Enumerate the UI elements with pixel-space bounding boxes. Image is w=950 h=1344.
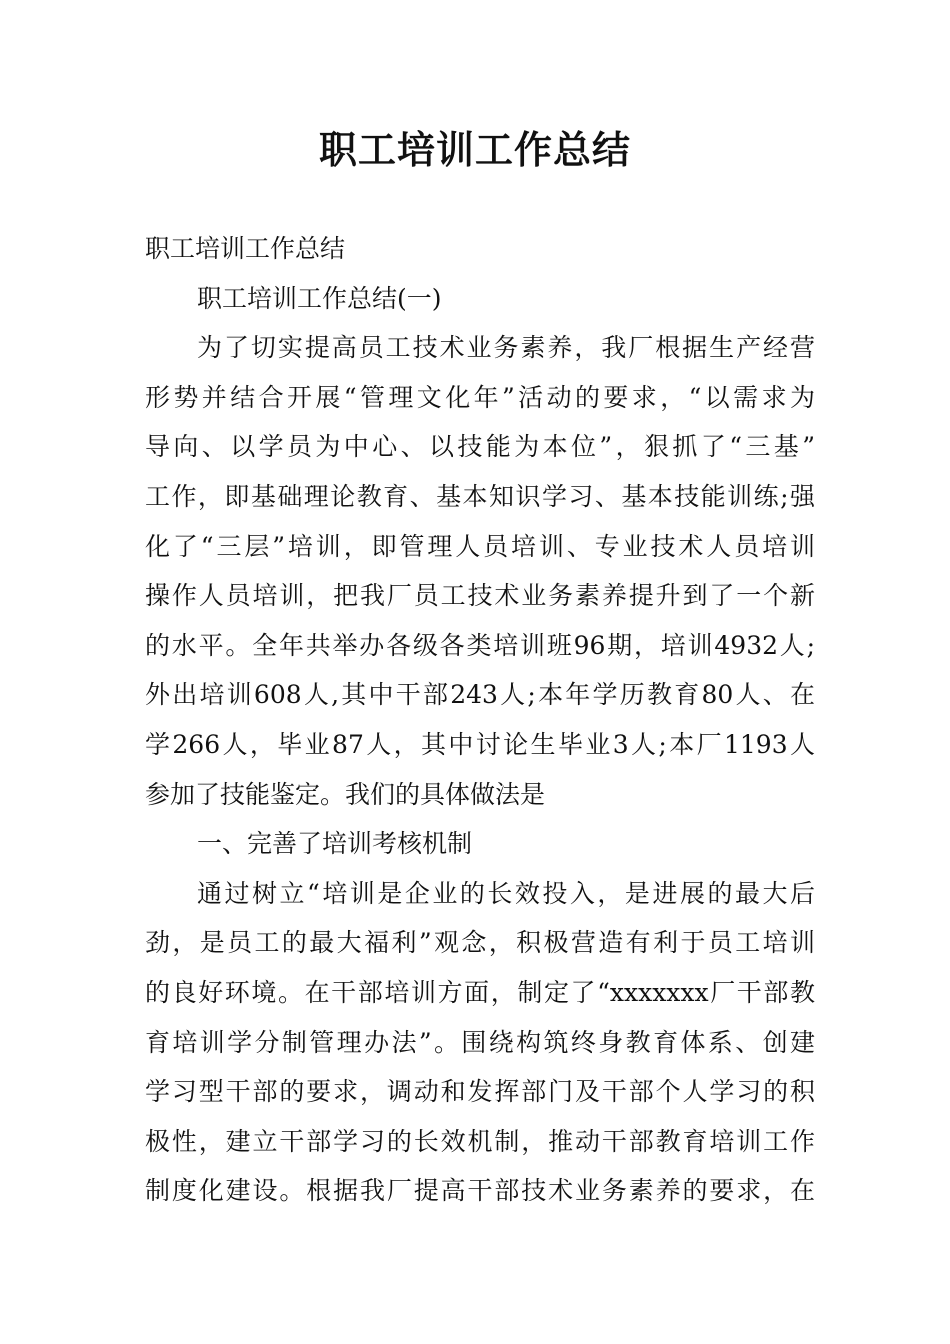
paragraph-line: 通过树立“培训是企业的长效投入，是进展的最大后 xyxy=(197,878,815,908)
paragraph-line: 劲，是员工的最大福利”观念，积极营造有利于员工培训 xyxy=(145,928,815,958)
document-title: 职工培训工作总结 xyxy=(318,128,631,172)
paragraph-line: 的水平。全年共举办各级各类培训班96期，培训4932人; xyxy=(145,630,815,660)
document-body xyxy=(145,224,815,1216)
paragraph-line: 学266人，毕业87人，其中讨论生毕业3人;本厂1193人 xyxy=(145,729,815,759)
paragraph-line: 导向、以学员为中心、以技能为本位”，狠抓了“三基” xyxy=(145,432,815,462)
paragraph-line: 形势并结合开展“管理文化年”活动的要求，“以需求为 xyxy=(145,382,815,412)
paragraph-line: 工作，即基础理论教育、基本知识学习、基本技能训练;强 xyxy=(145,481,815,511)
paragraph-line: 操作人员培训，把我厂员工技术业务素养提升到了一个新 xyxy=(145,581,815,611)
paragraph-2 xyxy=(145,869,815,1216)
paragraph-line: 为了切实提高员工技术业务素养，我厂根据生产经营 xyxy=(197,333,815,363)
section-title: 职工培训工作总结(一) xyxy=(197,283,442,313)
paragraph-line: 的良好环境。在干部培训方面，制定了“xxxxxxx厂干部教 xyxy=(145,977,815,1007)
paragraph-1 xyxy=(145,323,815,819)
paragraph-line: 外出培训608人,其中干部243人;本年学历教育80人、在 xyxy=(145,680,815,710)
paragraph-line: 育培训学分制管理办法”。围绕构筑终身教育体系、创建 xyxy=(145,1027,815,1057)
paragraph-line: 学习型干部的要求，调动和发挥部门及干部个人学习的积 xyxy=(145,1077,815,1107)
paragraph-line: 化了“三层”培训，即管理人员培训、专业技术人员培训 xyxy=(145,531,815,561)
paragraph-line: 制度化建设。根据我厂提高干部技术业务素养的要求，在 xyxy=(145,1176,815,1206)
paragraph-line: 参加了技能鉴定。我们的具体做法是 xyxy=(145,779,546,809)
document-subtitle: 职工培训工作总结 xyxy=(145,234,346,263)
section-heading-1: 一、完善了培训考核机制 xyxy=(197,829,473,859)
paragraph-line: 极性，建立干部学习的长效机制，推动干部教育培训工作 xyxy=(145,1126,815,1156)
